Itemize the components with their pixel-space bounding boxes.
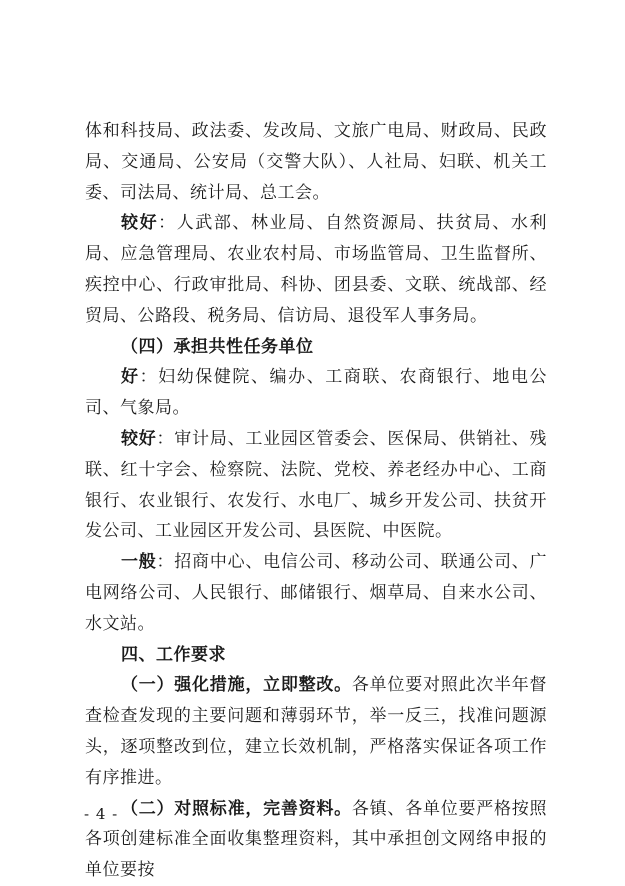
paragraph-unit-list-continued xyxy=(85,116,547,208)
paragraph-excellent-rating xyxy=(85,362,547,424)
rating-label: 较好 xyxy=(121,428,157,449)
paragraph-text: ：招商中心、电信公司、移动公司、联通公司、广电网络公司、人民银行、邮储银行、烟草局、自来水公司、水文站。 xyxy=(85,552,548,634)
requirement-label: （二）对照标准，完善资料。 xyxy=(121,798,352,819)
section-heading-work-requirements xyxy=(85,640,547,671)
paragraph-text: ：人武部、林业局、自然资源局、扶贫局、水利局、应急管理局、农业农村局、市场监管局、卫生监督所、疾控中心、行政审批局、科协、团县委、文联、统战部、经贸局、公路段、税务局、信访局、退役军人事务局。 xyxy=(85,213,548,326)
paragraph-good-rating xyxy=(85,208,547,331)
rating-label: 较好 xyxy=(121,213,159,234)
subheading-common-task-units xyxy=(85,332,547,363)
document-body xyxy=(85,116,547,886)
paragraph-average-rating xyxy=(85,547,547,639)
rating-label: 好 xyxy=(121,367,140,388)
page-number: - 4 - xyxy=(84,805,119,823)
paragraph-good-rating-2 xyxy=(85,424,547,547)
paragraph-text: ：妇幼保健院、编办、工商联、农商银行、地电公司、气象局。 xyxy=(85,367,548,419)
paragraph-requirement-1 xyxy=(85,670,547,793)
section-heading-text: 四、工作要求 xyxy=(121,644,226,665)
paragraph-text: 体和科技局、政法委、发改局、文旅广电局、财政局、民政局、交通局、公安局（交警大队）、人社局、妇联、机关工委、司法局、统计局、总工会。 xyxy=(85,121,547,203)
paragraph-text: 各镇、各单位要严格按照各项创建标准全面收集整理资料，其中承担创文网络申报的单位要按 xyxy=(85,798,548,881)
rating-label: 一般 xyxy=(121,552,157,573)
paragraph-text: ：审计局、工业园区管委会、医保局、供销社、残联、红十字会、检察院、法院、党校、养老经办中心、工商银行、农业银行、农发行、水电厂、城乡开发公司、扶贫开发公司、工业园区开发公司、县医院、中医院。 xyxy=(85,428,548,542)
paragraph-requirement-2 xyxy=(85,794,547,886)
requirement-label: （一）强化措施，立即整改。 xyxy=(121,675,352,696)
subheading-text: （四）承担共性任务单位 xyxy=(121,336,314,357)
paragraph-text: 各单位要对照此次半年督查检查发现的主要问题和薄弱环节，举一反三，找准问题源头，逐项整改到位，建立长效机制，严格落实保证各项工作有序推进。 xyxy=(85,675,548,788)
